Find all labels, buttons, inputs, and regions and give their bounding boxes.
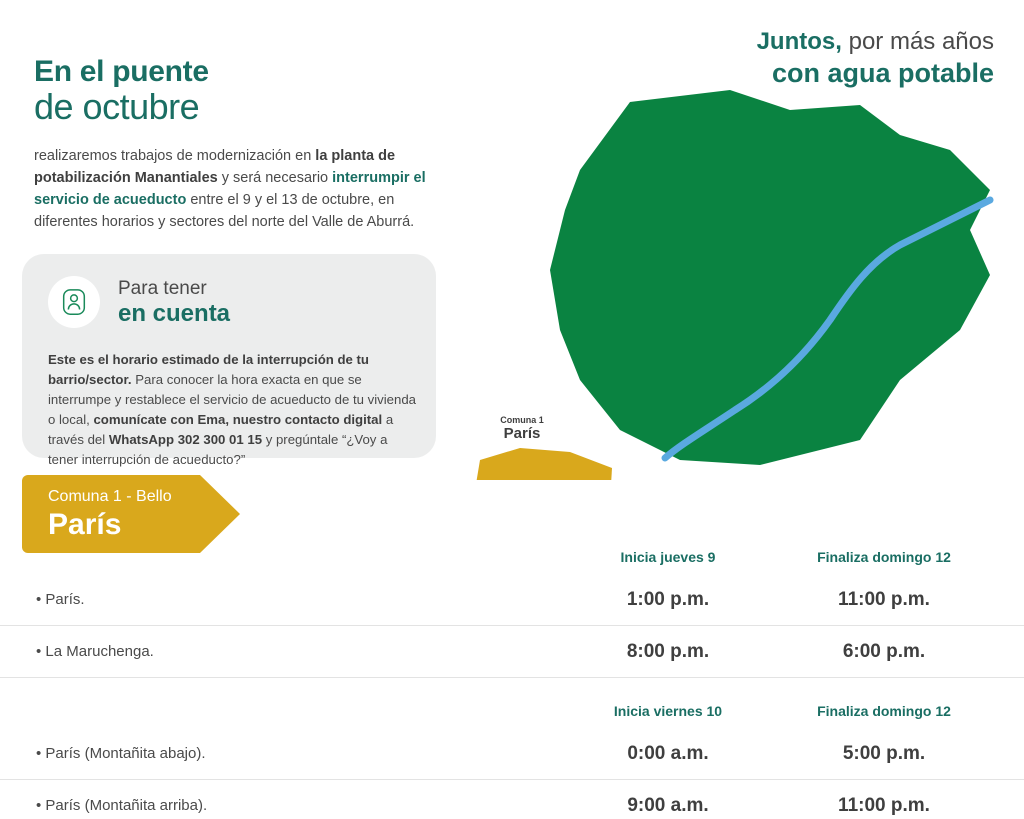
note-bold-1: Este es el horario estimado de la interrupción de tu barrio/sector.	[48, 352, 369, 388]
table-header-start-0: Inicia jueves 9	[620, 549, 716, 565]
table-row	[0, 780, 1024, 819]
lead-mid: y será necesario	[217, 170, 333, 187]
table-row	[0, 574, 1024, 626]
banner-subtitle: Comuna 1 - Bello	[48, 488, 172, 505]
right-headline-line-2: con agua potable	[771, 57, 994, 88]
note-bold-2: comunícate con Ema, nuestro contacto digital	[93, 412, 383, 428]
table-row	[0, 626, 1024, 678]
row-start: 1:00 p.m.	[626, 588, 710, 610]
note-title-bottom: en cuenta	[118, 300, 231, 327]
row-start: 8:00 p.m.	[626, 640, 710, 662]
row-end: 11:00 p.m.	[838, 588, 930, 610]
headline-line-1: En el puente	[34, 55, 209, 88]
row-name: • París (Montañita abajo).	[36, 745, 206, 762]
lead-bold-1: la planta de potabilización Manantiales	[34, 148, 396, 187]
note-title-top: Para tener	[118, 278, 207, 299]
note-card	[22, 254, 436, 468]
map-label-small: Comuna 1	[500, 415, 544, 425]
note-text-1: Para conocer la hora exacta en que se interrumpe y restablece el servicio de acueducto de tu vivienda o local,	[48, 372, 416, 428]
note-bold-3: WhatsApp 302 300 01 15	[108, 432, 263, 448]
page-title	[34, 56, 454, 127]
row-name: • La Maruchenga.	[36, 643, 154, 660]
right-headline-strong: Juntos,	[756, 28, 842, 55]
table-header-end-0: Finaliza domingo 12	[817, 549, 951, 565]
map-region-shape	[550, 90, 990, 465]
row-end: 11:00 p.m.	[838, 794, 930, 816]
map-comuna-label	[482, 415, 562, 443]
row-start: 9:00 a.m.	[627, 794, 709, 816]
map-highlight-comuna	[475, 448, 612, 480]
lead-pre: realizaremos trabajos de modernización en	[34, 148, 316, 164]
table-header-group-1	[0, 694, 1024, 728]
table-header-start-1: Inicia viernes 10	[613, 703, 723, 719]
row-name: • París.	[36, 591, 85, 608]
note-body	[48, 350, 420, 470]
row-end: 6:00 p.m.	[842, 640, 926, 662]
lead-paragraph	[34, 145, 434, 233]
table-row	[0, 728, 1024, 780]
person-info-icon	[48, 276, 100, 328]
schedule-table	[0, 540, 1024, 819]
right-headline-line-1	[514, 28, 994, 57]
right-headline-rest: por más años	[841, 28, 994, 55]
lead-bold-2: interrumpir el servicio de acueducto	[34, 170, 426, 209]
headline-line-2: de octubre	[34, 86, 200, 128]
row-end: 5:00 p.m.	[842, 742, 926, 764]
table-header-end-1: Finaliza domingo 12	[817, 703, 951, 719]
note-text-3: y pregúntale “¿Voy a tener interrupción de acueducto?”	[48, 432, 388, 468]
row-name: • París (Montañita arriba).	[36, 797, 208, 814]
map-label-big: París	[503, 425, 541, 443]
table-header-group-0	[0, 540, 1024, 574]
note-text-2: a través del	[48, 412, 394, 448]
lead-post: entre el 9 y el 13 de octubre, en diferentes horarios y sectores del norte del Valle de Aburrá.	[34, 192, 415, 231]
row-start: 0:00 a.m.	[627, 742, 709, 764]
banner-title: París	[48, 508, 122, 541]
table-group-spacer	[0, 678, 1024, 694]
